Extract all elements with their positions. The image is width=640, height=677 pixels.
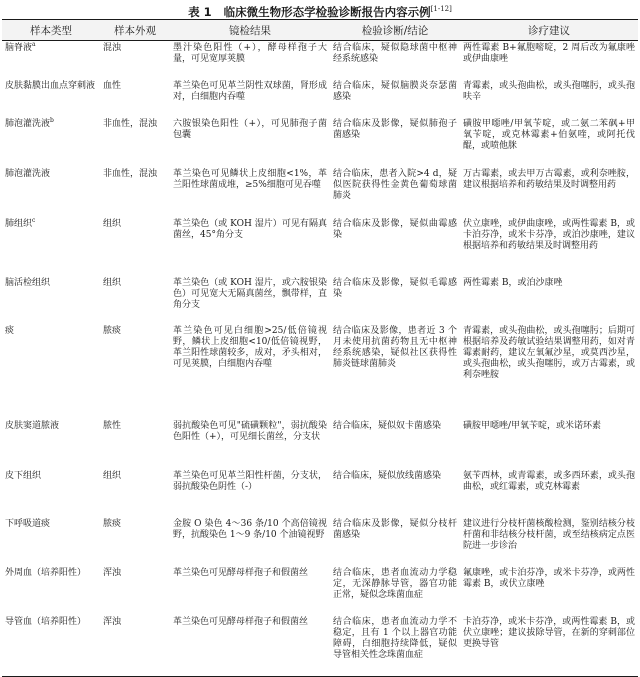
cell-advice: 伏立康唑，或伊曲康唑，或两性霉素 B，或卡泊芬净，或米卡芬净，或泊沙康唑，建议根据培养和药敏结果及时调整用药 (463, 218, 635, 251)
cell-advice: 万古霉素，或去甲万古霉素，或利奈唑胺，建议根据培养和药敏结果及时调整用药 (463, 168, 635, 190)
table-row (2, 615, 638, 677)
table-row (2, 419, 638, 469)
footnote-marker: a (32, 41, 36, 48)
report-table (2, 19, 638, 677)
cell-appearance: 混浊 (103, 43, 122, 53)
cell-sample-type: 肺组织$^c$ (5, 216, 36, 229)
cell-microscopy: 革兰染色可见革兰阳性杆菌，分支状，弱抗酸染色阴性（-） (173, 470, 327, 492)
header-advice: 诊疗建议 (460, 20, 638, 41)
table-row (2, 79, 638, 117)
cell-sample-type: 脑活检组织 (5, 277, 51, 288)
cell-advice: 磺胺甲噁唑/甲氧苄啶，或米诺环素 (463, 420, 602, 431)
cell-microscopy: 革兰染色可见酵母样孢子和假菌丝 (170, 615, 330, 677)
cell-microscopy: 六胺银染色阳性（+），可见肺孢子菌包囊 (173, 118, 327, 140)
cell-appearance: 血性 (103, 80, 122, 91)
cell-appearance: 脓痰 (103, 518, 122, 529)
cell-conclusion: 结合临床，疑似脑膜炎奈瑟菌感染 (333, 80, 457, 102)
table-row (2, 217, 638, 276)
cell-advice: 卡泊芬净，或米卡芬净，或两性霉素 B，或伏立康唑；建议拔除导管，在新的穿刺部位更换导管 (460, 615, 638, 677)
table-row (2, 41, 638, 79)
cell-appearance: 非血性，混浊 (103, 118, 158, 129)
cell-microscopy: 墨汁染色阳性（+），酵母样孢子大量，可见宽厚荚膜 (173, 43, 327, 64)
table-row (2, 167, 638, 217)
cell-microscopy: 弱抗酸染色可见"硫磺颗粒"，弱抗酸染色阳性（+），可见细长菌丝，分支状 (173, 420, 327, 442)
cell-conclusion: 结合临床，疑似放线菌感染 (333, 470, 442, 481)
table-row (2, 517, 638, 566)
table-row (2, 469, 638, 517)
cell-sample-type: 肺泡灌洗液$^b$ (5, 116, 54, 129)
cell-advice: 氟康唑，或卡泊芬净，或米卡芬净，或两性霉素 B，或伏立康唑 (463, 567, 635, 589)
cell-advice: 磺胺甲噁唑/甲氧苄啶，或二氨二苯砜+甲氧苄啶，或克林霉素+伯氨喹，或阿托伐醌，或喷他脒 (463, 118, 635, 151)
cell-conclusion: 结合临床，患者血流动力学稳定，无深静脉导管，器官功能正常，疑似念珠菌血症 (333, 567, 457, 600)
cell-microscopy: 革兰染色（或 KOH 湿片，或六胺银染色）可见宽大无隔真菌丝，飘带样，直角分支 (173, 277, 327, 310)
cell-appearance: 非血性，混浊 (103, 168, 158, 179)
cell-advice: 青霉素，或头孢曲松，或头孢噻肟，或头孢呋辛 (463, 80, 635, 102)
cell-conclusion: 结合临床及影像，疑似肺孢子菌感染 (333, 118, 457, 140)
cell-sample-type: 皮肤窦道脓液 (5, 420, 60, 431)
cell-appearance: 脓痰 (103, 325, 122, 336)
cell-conclusion: 结合临床，患者血流动力学不稳定，且有 1 个以上器官功能障碍，白细胞持续降低，疑似导管相关性念珠菌血症 (330, 615, 460, 677)
cell-sample-type: 皮下组织 (5, 470, 42, 481)
table-caption (0, 2, 640, 19)
cell-sample-type: 外周血（培养阳性） (5, 567, 87, 578)
cell-advice: 青霉素，或头孢曲松，或头孢噻肟；后期可根据培养及药敏试验结果调整用药，如对青霉素耐药，建议左氧氟沙星，或莫西沙星，或头孢曲松，或头孢噻肟，或万古霉素，或利奈唑胺 (463, 325, 635, 380)
cell-appearance: 组织 (103, 218, 122, 229)
cell-microscopy: 革兰染色可见酵母样孢子和假菌丝 (173, 567, 309, 578)
cell-appearance: 组织 (103, 277, 122, 288)
table-number: 表 1 (188, 4, 212, 19)
table-row (2, 324, 638, 419)
footnote-marker: b (50, 116, 54, 124)
cell-advice: 建议进行分枝杆菌核酸检测，鉴别结核分枝杆菌和非结核分枝杆菌，或至结核病定点医院进一步诊治 (463, 518, 635, 551)
cell-microscopy: 金胺 O 染色 4～36 条/10 个高倍镜视野，抗酸染色 1～9 条/10 个油镜视野 (173, 518, 327, 540)
cell-appearance: 脓性 (103, 420, 122, 431)
table-row (2, 566, 638, 615)
cell-advice: 两性霉素 B，或泊沙康唑 (463, 277, 563, 288)
cell-sample-type: 下呼吸道痰 (5, 518, 51, 529)
cell-microscopy: 革兰染色（或 KOH 湿片）可见有隔真菌丝，45°角分支 (173, 218, 327, 240)
cell-conclusion: 结合临床，疑似隐球菌中枢神经系统感染 (333, 43, 457, 64)
cell-conclusion: 结合临床及影像，疑似曲霉感染 (333, 218, 457, 240)
header-conclusion: 检验诊断/结论 (330, 20, 460, 41)
cell-conclusion: 结合临床，疑似奴卡菌感染 (333, 420, 442, 431)
cell-microscopy: 革兰染色可见革兰阴性双球菌，肾形成对，白细胞内吞噬 (173, 80, 327, 102)
cell-advice: 氨苄西林，或青霉素，或多西环素，或头孢曲松，或红霉素，或克林霉素 (463, 470, 635, 492)
cell-microscopy: 革兰染色可见鳞状上皮细胞<1%，革兰阳性球菌成堆，≥5%细胞可见吞噬 (173, 168, 327, 190)
cell-conclusion: 结合临床及影像，疑似分枝杆菌感染 (333, 518, 457, 540)
cell-sample-type: 导管血（培养阳性） (2, 615, 100, 677)
cell-advice: 两性霉素 B+氟胞嘧啶，2 周后改为氟康唑或伊曲康唑 (463, 43, 635, 64)
footnote-marker: c (32, 216, 36, 224)
cell-sample-type: 脑脊液$^a$ (5, 41, 36, 53)
citation-ref: [1-12] (430, 5, 452, 13)
header-row (2, 20, 638, 41)
cell-sample-type: 肺泡灌洗液 (5, 168, 51, 179)
table-row (2, 276, 638, 324)
table-row (2, 117, 638, 167)
cell-appearance: 浑浊 (100, 615, 170, 677)
cell-microscopy: 革兰染色可见白细胞>25/低倍镜视野，鳞状上皮细胞<10/低倍镜视野，革兰阳性球菌较多，成对，矛头相对，可见荚膜，白细胞内吞噬 (173, 325, 327, 369)
cell-sample-type: 痰 (5, 325, 15, 336)
header-appearance: 样本外观 (100, 20, 170, 41)
table-title: 临床微生物形态学检验诊断报告内容示例 (223, 4, 431, 19)
cell-conclusion: 结合临床，患者入院>4 d，疑似医院获得性金黄色葡萄球菌肺炎 (333, 168, 457, 201)
header-sample-type: 样本类型 (2, 20, 100, 41)
cell-appearance: 浑浊 (103, 567, 122, 578)
header-microscopy: 镜检结果 (170, 20, 330, 41)
cell-conclusion: 结合临床及影像，疑似毛霉感染 (333, 277, 457, 299)
cell-conclusion: 结合临床及影像，患者近 3 个月未使用抗菌药物且无中枢神经系统感染，疑似社区获得性肺炎链球菌肺炎 (333, 325, 457, 369)
cell-appearance: 组织 (103, 470, 122, 481)
cell-sample-type: 皮肤黏膜出血点穿刺液 (5, 80, 96, 91)
